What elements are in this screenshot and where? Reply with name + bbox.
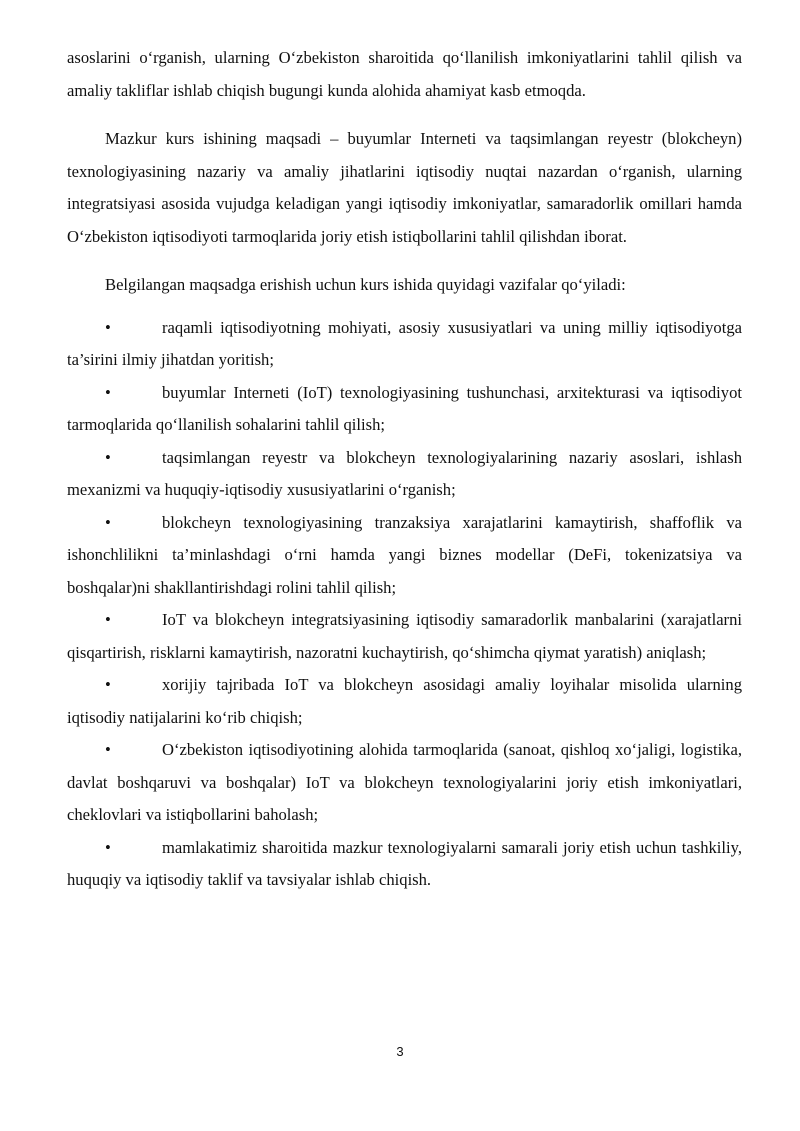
paragraph-tasks-intro: Belgilangan maqsadga erishish uchun kurs ishida quyidagi vazifalar qoʻyiladi: xyxy=(105,275,626,294)
list-item-text: buyumlar Interneti (IoT) texnologiyasining tushunchasi, arxitekturasi va iqtisodiyot tarmoqlarida qoʻllanilish sohalarini tahlil qilish; xyxy=(67,382,742,434)
list-item-text: xorijiy tajribada IoT va blokcheyn asosidagi amaliy loyihalar misolida ularning iqtisodiy natijalarini koʻrib chiqish; xyxy=(67,675,742,727)
list-item xyxy=(67,669,742,734)
list-item-text: blokcheyn texnologiyasining tranzaksiya xarajatlarini kamaytirish, shaffoflik va ishonchlilikni ta’minlashdagi oʻrni hamda yangi biznes modellar (DeFi, tokenizatsiya va boshqalar)ni shakllantirishdagi rolini tahlil qilish; xyxy=(67,512,742,597)
list-item xyxy=(67,442,742,507)
body-text xyxy=(67,42,742,897)
list-item xyxy=(67,377,742,442)
bullet-icon: • xyxy=(105,317,111,337)
bullet-icon: • xyxy=(105,447,111,467)
paragraph-continuation: asoslarini oʻrganish, ularning Oʻzbekiston sharoitida qoʻllanilish imkoniyatlarini tahlil qilish va amaliy takliflar ishlab chiqish bugungi kunda alohida ahamiyat kasb etmoqda. xyxy=(67,48,742,100)
list-item xyxy=(67,734,742,832)
list-item-text: Oʻzbekiston iqtisodiyotining alohida tarmoqlarida (sanoat, qishloq xoʻjaligi, logistika, davlat boshqaruvi va boshqalar) IoT va blokcheyn texnologiyalarini joriy etish imkoniyatlari, cheklovlari va istiqbollarini baholash; xyxy=(67,740,742,824)
list-item-text: raqamli iqtisodiyotning mohiyati, asosiy xususiyatlari va uning milliy iqtisodiyotga ta’sirini ilmiy jihatdan yoritish; xyxy=(67,317,742,369)
list-item-text: taqsimlangan reyestr va blokcheyn texnologiyalarining nazariy asoslari, ishlash mexanizmi va huquqiy-iqtisodiy xususiyatlarini oʻrganish; xyxy=(67,447,742,499)
bullet-icon: • xyxy=(105,610,111,629)
task-list xyxy=(67,312,742,897)
list-item-text: mamlakatimiz sharoitida mazkur texnologiyalarni samarali joriy etish uchun tashkiliy, huquqiy va iqtisodiy taklif va tavsiyalar ishlab chiqish. xyxy=(67,837,742,889)
bullet-icon: • xyxy=(105,675,111,694)
list-item xyxy=(67,507,742,605)
list-item xyxy=(67,604,742,669)
bullet-icon: • xyxy=(105,740,111,759)
bullet-icon: • xyxy=(105,837,111,857)
list-item xyxy=(67,312,742,377)
page-number: 3 xyxy=(396,1044,404,1059)
list-item-text: IoT va blokcheyn integratsiyasining iqtisodiy samaradorlik manbalarini (xarajatlarni qisqartirish, risklarni kamaytirish, nazoratni kuchaytirish, qoʻshimcha qiymat yaratish) aniqlash; xyxy=(67,610,742,662)
bullet-icon: • xyxy=(105,512,111,532)
paragraph-goal: Mazkur kurs ishining maqsadi – buyumlar Interneti va taqsimlangan reyestr (blokcheyn) texnologiyasining nazariy va amaliy jihatlarini iqtisodiy nuqtai nazardan oʻrganish, ularning integratsiyasi asosida vujudga keladigan yangi iqtisodiy imkoniyatlar, samaradorlik omillari hamda Oʻzbekiston iqtisodiyoti tarmoqlarida joriy etish istiqbollarini tahlil qilishdan iborat. xyxy=(67,129,742,246)
bullet-icon: • xyxy=(105,382,111,402)
list-item xyxy=(67,832,742,897)
